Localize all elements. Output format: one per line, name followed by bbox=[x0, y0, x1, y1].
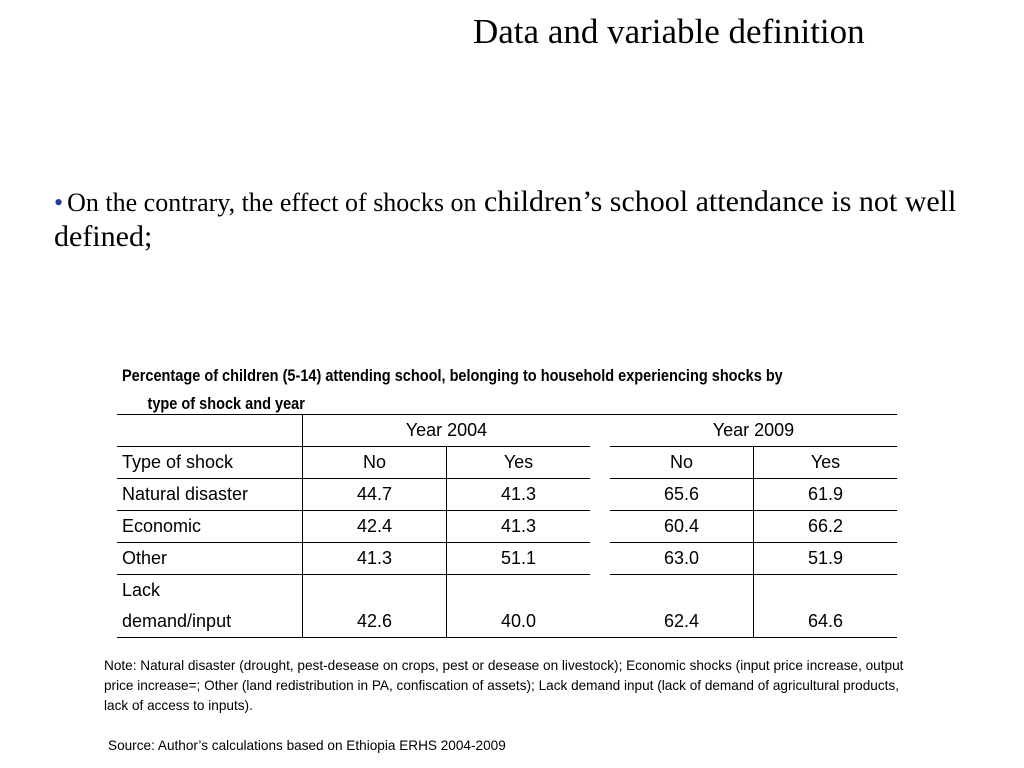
table-gap-cell bbox=[590, 479, 610, 511]
row-label-line2: demand/input bbox=[122, 611, 232, 631]
row-label: Economic bbox=[117, 511, 303, 543]
shock-table bbox=[117, 414, 897, 638]
table-gap-cell bbox=[590, 447, 610, 479]
cell-value: 51.1 bbox=[447, 543, 591, 575]
cell-value: 60.4 bbox=[610, 511, 754, 543]
cell-value: 66.2 bbox=[754, 511, 898, 543]
table-note: Note: Natural disaster (drought, pest-desease on crops, pest or desease on livestock); Economic shocks (input price increase, output price increase=; Other (land redistribution in PA, confiscation of assets); Lack demand input (lack of demand of agricultural products, lack of access to inputs). bbox=[104, 658, 904, 713]
column-header-type: Type of shock bbox=[117, 447, 303, 479]
column-header-2009-yes: Yes bbox=[754, 447, 898, 479]
table-corner-cell bbox=[117, 415, 303, 447]
table-gap-cell bbox=[590, 511, 610, 543]
row-label: Other bbox=[117, 543, 303, 575]
table-row bbox=[117, 575, 897, 638]
year-2009-header: Year 2009 bbox=[610, 415, 897, 447]
cell-value: 65.6 bbox=[610, 479, 754, 511]
table-year-row bbox=[117, 415, 897, 447]
table-header-row bbox=[117, 447, 897, 479]
year-2004-header: Year 2004 bbox=[303, 415, 591, 447]
cell-value: 41.3 bbox=[447, 479, 591, 511]
table-gap-cell bbox=[590, 575, 610, 638]
table-caption bbox=[122, 362, 791, 418]
cell-value: 42.4 bbox=[303, 511, 447, 543]
table-gap-cell bbox=[590, 543, 610, 575]
row-label: Natural disaster bbox=[117, 479, 303, 511]
cell-value: 40.0 bbox=[447, 575, 591, 638]
bullet-text-part1: On the contrary, the effect of shocks on bbox=[67, 188, 477, 217]
cell-value: 42.6 bbox=[303, 575, 447, 638]
column-header-2004-no: No bbox=[303, 447, 447, 479]
cell-value: 51.9 bbox=[754, 543, 898, 575]
bullet-dot-icon: • bbox=[54, 188, 64, 217]
row-label bbox=[117, 575, 303, 638]
table-row bbox=[117, 479, 897, 511]
cell-value: 41.3 bbox=[447, 511, 591, 543]
table-row bbox=[117, 511, 897, 543]
column-header-2009-no: No bbox=[610, 447, 754, 479]
cell-value: 64.6 bbox=[754, 575, 898, 638]
table-caption-line2: type of shock and year bbox=[147, 395, 305, 413]
table-row bbox=[117, 543, 897, 575]
slide-title: Data and variable definition bbox=[473, 12, 865, 51]
table-source: Source: Author’s calculations based on Ethiopia ERHS 2004-2009 bbox=[108, 738, 506, 753]
column-header-2004-yes: Yes bbox=[447, 447, 591, 479]
bullet-point bbox=[54, 185, 1004, 254]
table-caption-line1: Percentage of children (5-14) attending school, belonging to household experiencing shocks by bbox=[122, 367, 783, 385]
cell-value: 44.7 bbox=[303, 479, 447, 511]
cell-value: 61.9 bbox=[754, 479, 898, 511]
row-label-line1: Lack bbox=[122, 580, 161, 600]
table-gap-cell bbox=[590, 415, 610, 447]
cell-value: 41.3 bbox=[303, 543, 447, 575]
bullet-text-part2: children’s school attendance is not well defined; bbox=[54, 185, 957, 253]
cell-value: 63.0 bbox=[610, 543, 754, 575]
cell-value: 62.4 bbox=[610, 575, 754, 638]
